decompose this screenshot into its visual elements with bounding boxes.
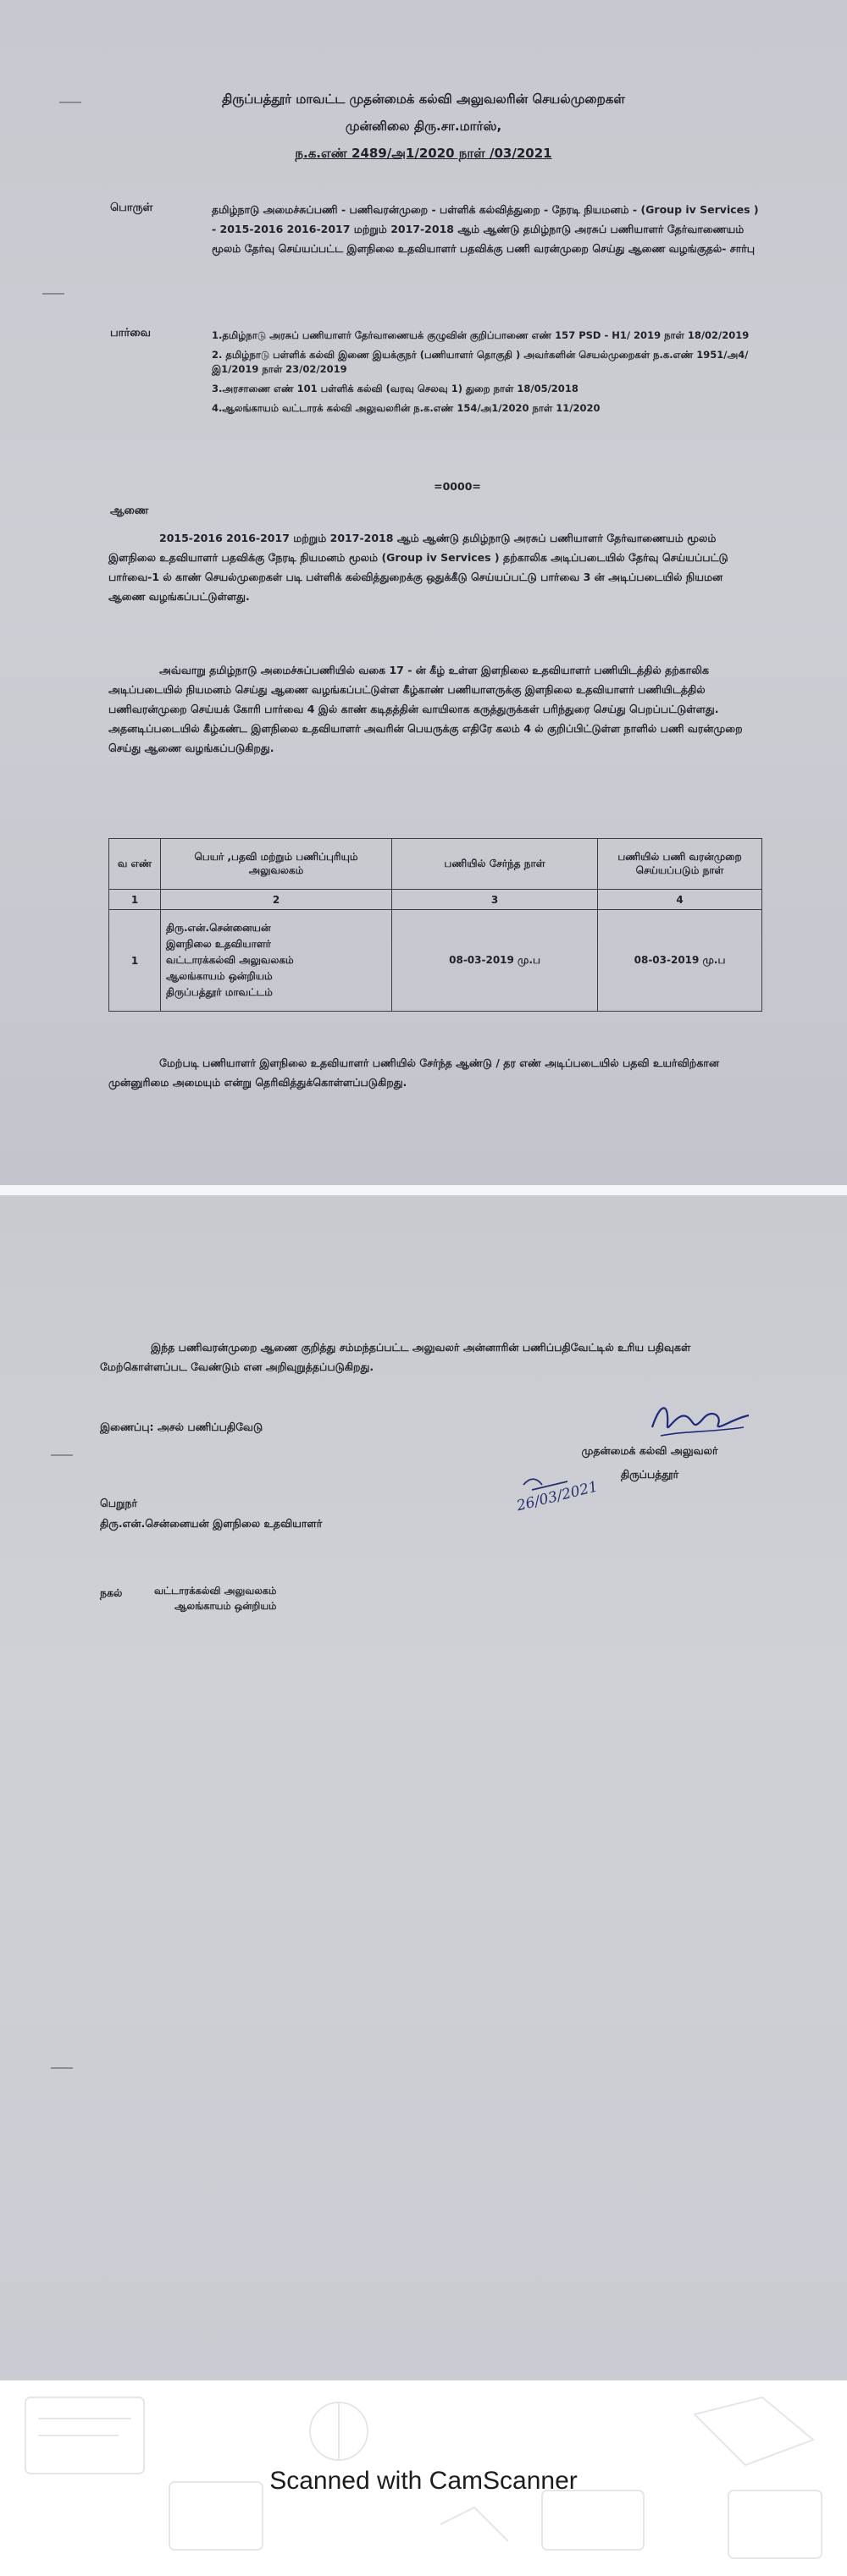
column-header: பெயர் ,பதவி மற்றும் பணிப்புரியும் அலுவலகம்: [161, 839, 392, 890]
camscanner-footer: [0, 2380, 847, 2576]
column-number: 1: [109, 890, 161, 910]
order-paragraph-2: அவ்வாறு தமிழ்நாடு அமைச்சுப்பணியில் வகை 17 - ன் கீழ் உள்ள இளநிலை உதவியாளர் பணியிடத்தில் தற்காலிக அடிப்படையில் நியமனம் செய்து ஆணை வழங்கப்பட்டுள்ள கீழ்காண் பணியாளருக்கு இளநிலை உதவியாளர் பணியிடத்தில் பணிவரன்முறை செய்யக் கோரி பார்வை 4 இல் காண் கடிதத்தின் வாயிலாக கருத்துருக்கள் பரிந்துரை செய்து பெறப்பட்டுள்ளது. அதனடிப்படையில் கீழ்கண்ட இளநிலை உதவியாளர் அவரின் பெயருக்கு எதிரே கலம் 4 ல் குறிப்பிட்டுள்ள நாளில் பணி வரன்முறை செய்து ஆணை வழங்கப்படுகிறது.: [108, 664, 743, 754]
column-number-row: [109, 890, 762, 910]
order-paragraph-1: 2015-2016 2016-2017 மற்றும் 2017-2018 ஆம் ஆண்டு தமிழ்நாடு அரசுப் பணியாளர் தேர்வாணையம் மூலம் இளநிலை உதவியாளர் பதவிக்கு நேரடி நியமனம் மூலம் (Group iv Services ) தற்காலிக அடிப்படையில் தேர்வு செய்யப்பட்டு பார்வை-1 ல் காண் செயல்முறைகள் படி பள்ளிக் கல்வித்துறைக்கு ஒதுக்கீடு செய்யப்பட்டு பார்வை 3 ன் அடிப்படையில் நியமன ஆணை வழங்கப்பட்டுள்ளது.: [108, 532, 728, 603]
references-list: [212, 328, 762, 421]
serial-number-cell: 1: [109, 910, 161, 1012]
margin-tick: [51, 2067, 73, 2069]
reference-item: 3.அரசாணை எண் 101 பள்ளிக் கல்வி (வரவு செலவு 1) துறை நாள் 18/05/2018: [212, 383, 579, 394]
reference-item: 1.தமிழ்நாடு அரசுப் பணியாளர் தேர்வாணையக் குழுவின் குறிப்பாணை எண் 157 PSD - H1/ 2019 நாள் 18/02/2019: [212, 329, 750, 341]
document-page-2: [0, 1195, 847, 2380]
copy-line: ஆலங்காயம் ஒன்றியம்: [174, 1600, 277, 1612]
references-label: பார்வை: [110, 327, 152, 339]
recipient-label: பெறுநர்: [100, 1497, 138, 1509]
column-number: 3: [392, 890, 598, 910]
column-header: வ எண்: [109, 839, 161, 890]
reference-item: 2. தமிழ்நாடு பள்ளிக் கல்வி இணை இயக்குநர் (பணியாளர் தொகுதி ) அவர்களின் செயல்முறைகள் ந.க.எண் 1951/அ4/இ1/2019 நாள் 23/02/2019: [212, 349, 749, 375]
column-header: பணியில் சேர்ந்த நாள்: [392, 839, 598, 890]
employee-cell: [161, 910, 392, 1012]
table-row: [109, 910, 762, 1012]
instruction-paragraph: இந்த பணிவரன்முறை ஆணை குறித்து சம்மந்தப்பட்ட அலுவலர் அன்னாரின் பணிப்பதிவேட்டில் உரிய பதிவுகள் மேற்கொள்ளப்பட வேண்டும் என அறிவுறுத்தப்படுகிறது.: [100, 1341, 691, 1373]
table-header-row: [109, 839, 762, 890]
recipient-name: திரு.என்.சென்னையன் இளநிலை உதவியாளர்: [100, 1517, 323, 1530]
employee-name: திரு.என்.சென்னையன்: [166, 922, 271, 934]
copy-to: [154, 1583, 276, 1613]
column-number: 4: [598, 890, 762, 910]
margin-tick: [51, 1454, 73, 1456]
signature-mark: [644, 1393, 754, 1444]
employee-district: திருப்பத்தூர் மாவட்டம்: [166, 986, 273, 998]
footer-text: Scanned with CamScanner: [269, 2467, 578, 2495]
stamp-date: 26/03/2021: [515, 1478, 600, 1515]
copy-label: நகல்: [100, 1586, 123, 1599]
copy-line: வட்டாரக்கல்வி அலுவலகம்: [154, 1585, 277, 1597]
column-number: 2: [161, 890, 392, 910]
regularisation-table: [108, 838, 762, 1012]
regularised-date-cell: 08-03-2019 மு.ப: [598, 910, 762, 1012]
divider: =0000=: [434, 480, 481, 493]
page-gap: [0, 1185, 847, 1195]
reference-item: 4.ஆலங்காயம் வட்டாரக் கல்வி அலுவலரின் ந.க.எண் 154/அ1/2020 நாள் 11/2020: [212, 402, 601, 414]
document-page-1: [0, 0, 847, 1185]
enclosure-line: இணைப்பு: அசல் பணிப்பதிவேடு: [100, 1420, 263, 1433]
column-header: பணியில் பணி வரன்முறை செய்யப்படும் நாள்: [598, 839, 762, 890]
order-paragraph-3: மேற்படி பணியாளர் இளநிலை உதவியாளர் பணியில் சேர்ந்த ஆண்டு / தர எண் அடிப்படையில் பதவி உயர்விற்கான முன்னுரிமை அமையும் என்று தெரிவித்துக்கொள்ளப்படுகிறது.: [108, 1056, 719, 1089]
order-label: ஆணை: [110, 505, 149, 517]
employee-block: ஆலங்காயம் ஒன்றியம்: [166, 970, 273, 982]
signatory-title: முதன்மைக் கல்வி அலுவலர்: [581, 1444, 718, 1457]
presence-line: முன்னிலை திரு.சா.மார்ஸ்,: [345, 119, 502, 134]
subject-text: தமிழ்நாடு அமைச்சுப்பணி - பணிவரன்முறை - பள்ளிக் கல்வித்துறை - நேரடி நியமனம் - (Group iv Services ) - 2015-2016 2016-2017 மற்றும் 2017-2018 ஆம் ஆண்டு தமிழ்நாடு அரசுப் பணியாளர் தேர்வாணையம் மூலம் தேர்வு செய்யப்பட்ட இளநிலை உதவியாளர் பதவிக்கு பணி வரன்முறை செய்து ஆணை வழங்குதல்- சார்பு: [212, 203, 759, 255]
reference-number: ந.க.எண் 2489/அ1/2020 நாள் /03/2021: [295, 146, 552, 161]
employee-designation: இளநிலை உதவியாளர்: [166, 938, 271, 950]
margin-tick: [42, 293, 64, 295]
date-stamp: [508, 1473, 652, 1532]
employee-office: வட்டாரக்கல்வி அலுவலகம்: [166, 954, 294, 966]
office-title: திருப்பத்தூர் மாவட்ட முதன்மைக் கல்வி அலுவலரின் செயல்முறைகள்: [222, 91, 625, 107]
subject-label: பொருள்: [110, 201, 153, 214]
joined-date-cell: 08-03-2019 மு.ப: [392, 910, 598, 1012]
signatory-place: திருப்பத்தூர்: [620, 1468, 679, 1481]
